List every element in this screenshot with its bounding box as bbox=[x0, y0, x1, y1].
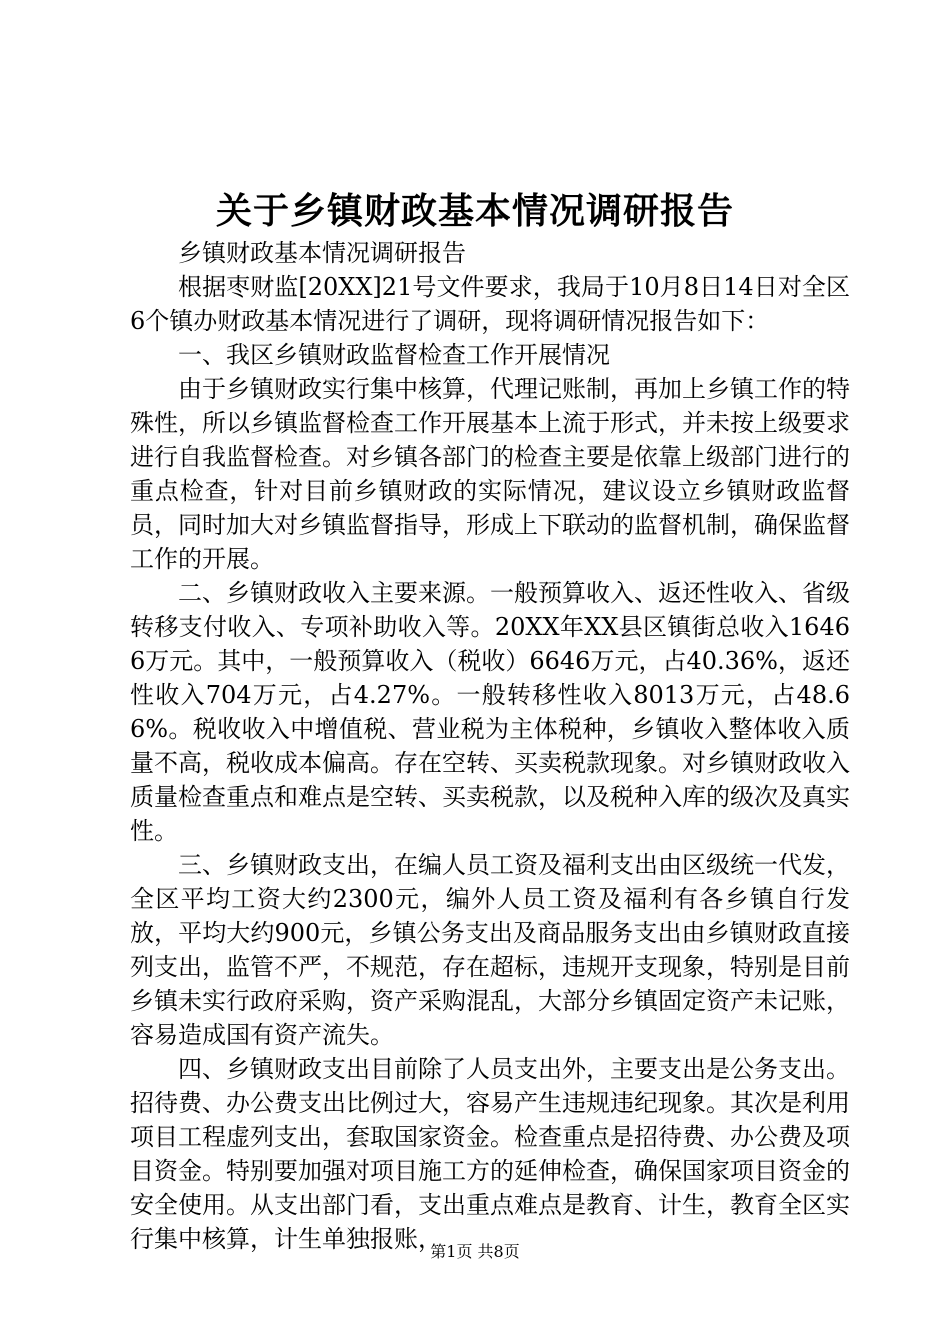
paragraph-intro: 根据枣财监[20XX]21号文件要求，我局于10月8日14日对全区6个镇办财政基本情况进行了调研，现将调研情况报告如下： bbox=[130, 273, 850, 335]
paragraph-subtitle: 乡镇财政基本情况调研报告 bbox=[178, 239, 466, 267]
paragraph-section-4: 四、乡镇财政支出目前除了人员支出外，主要支出是公务支出。招待费、办公费支出比例过大，容易产生违规违纪现象。其次是利用项目工程虚列支出，套取国家资金。检查重点是招待费、办公费及项目资金。特别要加强对项目施工方的延伸检查，确保国家项目资金的安全使用。从支出部门看，支出重点难点是教育、计生，教育全区实行集中核算，计生单独报账， bbox=[130, 1055, 850, 1253]
document-title: 关于乡镇财政基本情况调研报告 bbox=[215, 190, 734, 232]
paragraph-section-1-heading: 一、我区乡镇财政监督检查工作开展情况 bbox=[178, 341, 610, 369]
paragraph-section-3: 三、乡镇财政支出，在编人员工资及福利支出由区级统一代发，全区平均工资大约2300元，编外人员工资及福利有各乡镇自行发放，平均大约900元，乡镇公务支出及商品服务支出由乡镇财政直接列支出，监管不严，不规范，存在超标，违规开支现象，特别是目前乡镇未实行政府采购，资产采购混乱，大部分乡镇固定资产未记账，容易造成国有资产流失。 bbox=[130, 851, 850, 1049]
paragraph-section-2: 二、乡镇财政收入主要来源。一般预算收入、返还性收入、省级转移支付收入、专项补助收入等。20XX年XX县区镇街总收入16466万元。其中，一般预算收入（税收）6646万元，占40.36%，返还性收入704万元，占4.27%。一般转移性收入8013万元，占48.66%。税收收入中增值税、营业税为主体税种，乡镇收入整体收入质量不高，税收成本偏高。存在空转、买卖税款现象。对乡镇财政收入质量检查重点和难点是空转、买卖税款，以及税种入库的级次及真实性。 bbox=[130, 579, 850, 845]
page-footer: 第1页 共8页 bbox=[430, 1242, 520, 1261]
document-body bbox=[130, 236, 850, 1256]
paragraph-section-1-body: 由于乡镇财政实行集中核算，代理记账制，再加上乡镇工作的特殊性，所以乡镇监督检查工作开展基本上流于形式，并未按上级要求进行自我监督检查。对乡镇各部门的检查主要是依靠上级部门进行的重点检查，针对目前乡镇财政的实际情况，建议设立乡镇财政监督员，同时加大对乡镇监督指导，形成上下联动的监督机制，确保监督工作的开展。 bbox=[130, 375, 850, 573]
